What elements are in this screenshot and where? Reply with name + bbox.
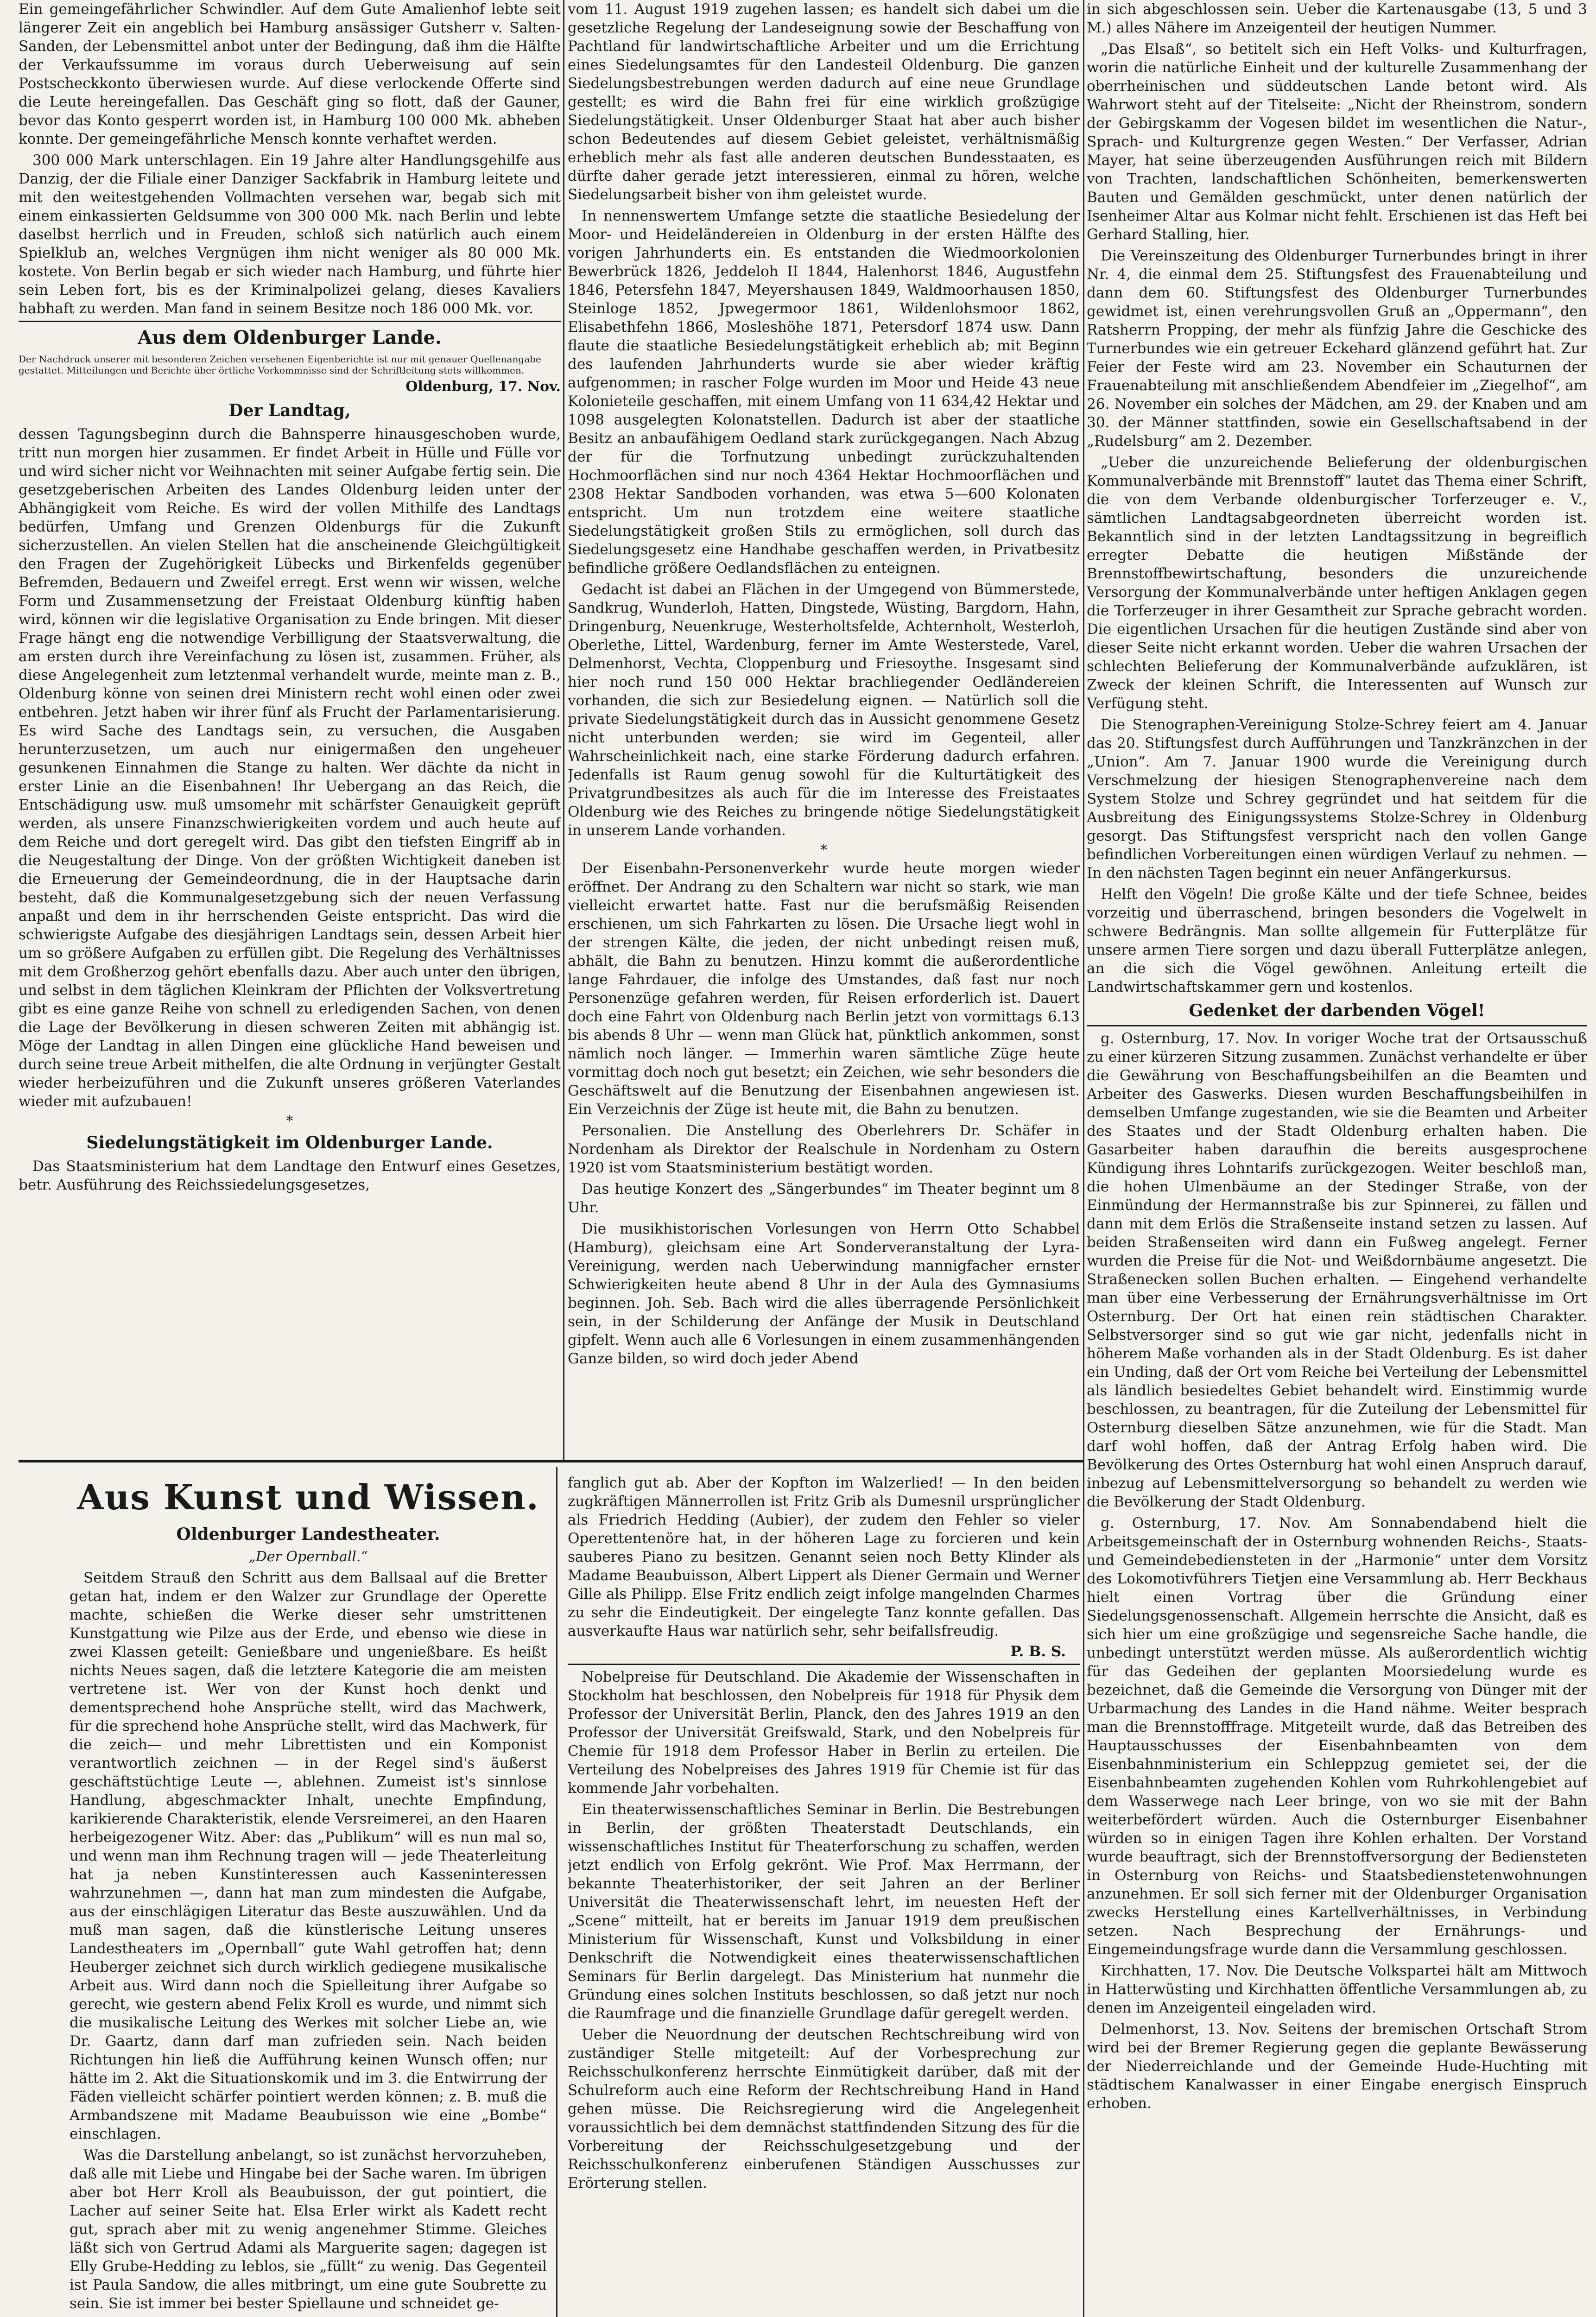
article-rechtschreibung: Ueber die Neuordnung der deutschen Rechtschreibung wird von zuständiger Stelle mitgeteilt: Auf der Vorbesprechung zur Reichsschulkonferenz herrschte Einmütigkeit darüber, daß mit der Schulreform auch eine Reform der Rechtschreibung Hand in Hand gehen müsse. Die Reichsregierung wird die Angelegenheit voraussichtlich bei dem demnächst stattfindenden Sitzung des für die Vorbereitung der Reichsschulgesetzgebung und der Reichsschulkonferenz einberufenen Ständigen Ausschusses zur Erörterung stellen. — [568, 2026, 1080, 2191]
article-osternburg-2: g. Osternburg, 17. Nov. Am Sonnabendabend hielt die Arbeitsgemeinschaft der in Osternburg wohnenden Reichs-, Staats- und Gemeindebediensteten in der „Harmonie“ unter dem Vorsitz des Lokomotivführers Tietjen eine Versammlung ab. Herr Beckhaus hielt einen Vortrag über die Gründung einer Siedelungsgenossenschaft. Allgemein herrschte die Ansicht, daß es sich hier um eine großzügige und segensreiche Sache handle, die unbedingt unterstützt werden müsse. Als außerordentlich wichtig für das Gedeihen der geplanten Moorsiedelung wurde es bezeichnet, daß die Gemeinde die Versorgung von Dünger mit der Urbarmachung des Landes in die Hand nähme. Weiter besprach man die Brennstofffrage. Mitgeteilt wurde, daß das Betreiben des Hauptausschusses der Eisenbahnbeamten von dem Eisenbahnministerium ein Schleppzug gemietet sei, der die Eisenbahnbeamten zugehenden Kohlen vom Ruhrkohlengebiet auf dem Wasserwege nach Leer bringe, von wo sie mit der Bahn weiterbefördert würden. Auch die Osternburger Eisenbahner würden so in einigen Tagen ihre Kohlen erhalten. Der Vorstand wurde beauftragt, sich der Brennstoffversorgung der Bediensteten in Osternburg von Reichs- und Staatsbedienstetenwohnungen anzunehmen. Er soll sich ferner mit der Oldenburger Organisation zwecks Herstellung eines Kartellverhältnisses, in Verbindung setzen. Nach Besprechung der Ernährungs- und Eingemeindungsfrage wurde dann die Versammlung geschlossen. — [1087, 1515, 1587, 1958]
article-vorlesungen: Die musikhistorischen Vorlesungen von Herrn Otto Schabbel (Hamburg), gleichsam eine Art Sonderveranstaltung der Lyra-Vereinigung, werden nach Ueberwindung mannigfacher ernster Schwierigkeiten heute abend 8 Uhr in der Aula des Gymnasiums beginnen. Joh. Seb. Bach wird die alles überragende Persönlichkeit sein, in der Schilderung der Anfänge der Musik in Deutschland gipfelt. Wenn auch alle 6 Vorlesungen in einem zusammenhängenden Ganze bilden, so wird doch jeder Abend — [568, 1221, 1080, 1367]
heading-kunst-wissen: Aus Kunst und Wissen. — [77, 1478, 539, 1518]
separator-star: * — [820, 842, 827, 858]
article-kirchhatten: Kirchhatten, 17. Nov. Die Deutsche Volkspartei hält am Mittwoch in Hatterwüsting und Kirchhatten öffentliche Versammlungen ab, zu denen im Anzeigenteil eingeladen wird. — [1087, 1962, 1587, 2016]
section-title-oldenburger-lande: Aus dem Oldenburger Lande. — [138, 327, 442, 348]
article-stenographen: Die Stenographen-Vereinigung Stolze-Schrey feiert am 4. Januar das 20. Stiftungsfest durch Aufführungen und Tanzkränzchen in der „Union“. Am 7. Januar 1900 wurde die Vereinigung durch Verschmelzung der hiesigen Stenographenvereine nach dem System Stolze und Schrey gegründet und hat seitdem für die Ausbreitung des Einigungssystems Stolze-Schrey in Oldenburg gesorgt. Das Stiftungsfest verspricht nach den vollen Gange befindlichen Vorbereitungen einen würdigen Verlauf zu nehmen. — In den nächsten Tagen beginnt ein neuer Anfängerkursus. — [1087, 716, 1587, 881]
review-opernball-1: Seitdem Strauß den Schritt aus dem Ballsaal auf die Bretter getan hat, indem er den Walzer zur Grundlage der Operette machte, schießen die Werke dieser sehr umstrittenen Kunstgattung wie Pilze aus der Erde, und ebenso wie diese in zwei Klassen geteilt: Genießbare und ungenießbare. Es heißt nichts Neues sagen, daß die letztere Kategorie die am meisten vertretene ist. Wer von der Kunst hoch denkt und dementsprechend hohe Ansprüche stellt, wird das Machwerk, für die sprechend hohe Ansprüche stellt, wird das Machwerk, für die zeich— und mehr Librettisten und ein Komponist verantwortlich zeichnen — in der Regel sind's äußerst geschäftstüchtige Leute —, ablehnen. Zumeist ist's sinnlose Handlung, abgeschmackter Inhalt, unechte Empfindung, karikierende Charakteristik, elende Versreimerei, an den Haaren herbeigezogener Witz. Aber: das „Publikum“ will es nun mal so, und wenn man ihm Rechnung tragen will — jede Theaterleitung hat ja neben Kunstinteressen auch Kasseninteressen wahrzunehmen —, dann hat man zum mindesten die Aufgabe, aus der einschlägigen Literatur das Beste auszuwählen. Und da muß man sagen, daß die künstlerische Leitung unseres Landestheaters im „Opernball“ gute Wahl getroffen hat; denn Heuberger zeichnet sich durch wirklich gediegene musikalische Arbeit aus. Wird dann noch die Spielleitung ihrer Aufgabe so gerecht, wie gestern abend Felix Kroll es wurde, und nimmt sich die musikalische Leitung des Werkes mit solcher Liebe an, wie Dr. Gaartz, dann darf man zufrieden sein. Nach beiden Richtungen hin ließ die Aufführung keinen Wunsch offen; nur hätte im 2. Akt die Situationskomik und im 3. die Entwirrung der Fäden vielleicht schärfer pointiert werden können; z. B. muß die Armbandszene mit Madame Beaubuisson wie eine „Bombe“ einschlagen. — [70, 1570, 547, 2142]
column-rule — [1083, 0, 1084, 2317]
divider — [1087, 1025, 1587, 1026]
review-opernball-2: Was die Darstellung anbelangt, so ist zunächst hervorzuheben, daß alle mit Liebe und Hingabe bei der Sache waren. Im übrigen aber bot Herr Kroll als Beaubuisson, der gut pointiert, die Lacher auf seiner Seite hat. Elsa Erler wirkt als Kadett recht gut, sprach aber mit zu wenig angenehmer Stimme. Gleiches läßt sich von Gertrud Adami als Marguerite sagen; dagegen ist Elly Grube-Hedding zu leblos, sie „füllt“ zu wenig. Das Gegenteil ist Paula Sandow, die alles mitbringt, um eine gute Soubrette zu sein. Sie ist immer bei bester Spiellaune und schneidet ge- — [70, 2147, 547, 2312]
divider — [568, 1664, 1080, 1665]
review-opernball-3: fanglich gut ab. Aber der Kopfton im Walzerlied! — In den beiden zugkräftigen Männerrollen ist Fritz Grib als Dumesnil ursprünglicher als Friedrich Hedding (Aubier), der zudem den Fehler so vieler Operettentenöre hat, in der höheren Lage zu forcieren und kein sauberes Piano zu besitzen. Genannt seien noch Betty Klinder als Madame Beaubuisson, Albert Lippert als Diener Germain und Werner Gille als Philipp. Else Fritz endlich zeigt infolge mangelnden Charmes zu sehr die Eindeutigkeit. Der eingelegte Tanz konnte gefallen. Das ausverkaufte Haus war natürlich sehr, sehr beifallsfreudig. — [568, 1475, 1080, 1640]
article-landtag: dessen Tagungsbeginn durch die Bahnsperre hinausgeschoben wurde, tritt nun morgen hier zusammen. Er findet Arbeit in Hülle und Fülle vor und wird sicher nicht vor Weihnachten mit seiner Aufgabe fertig sein. Die gesetzgeberischen Arbeiten des Landes Oldenburg leiden unter der Abhängigkeit vom Reiche. Es wird der vollen Mithilfe des Landtags bedürfen, Umfang und Grenzen Oldenburgs für die Zukunft sicherzustellen. An vielen Stellen hat die anscheinende Gleichgültigkeit den Fragen der Zugehörigkeit Lübecks und Birkenfelds gegenüber Befremden, Bedauern und Zweifel erregt. Erst wenn wir wissen, welche Form und Zusammensetzung der Freistaat Oldenburg künftig haben wird, können wir die legislative Organisation zu Ende bringen. Mit dieser Frage hängt eng die notwendige Verbilligung der Staatsverwaltung, die am ersten durch ihre Vereinfachung zu lösen ist, zusammen. Früher, als diese Angelegenheit zum letztenmal verhandelt wurde, meinte man z. B., Oldenburg könne von seinen drei Ministern recht wohl einen oder zwei entbehren. Jetzt haben wir ihrer fünf als Frucht der Parlamentarisierung. Es wird Sache des Landtags sein, zu versuchen, die Ausgaben herunterzusetzen, um auch nur einigermaßen den ungeheuer gesunkenen Einnahmen die Stange zu halten. Wer dächte da nicht in erster Linie an die Eisenbahnen! Ihr Uebergang an das Reich, die Entschädigung usw. muß umsomehr mit schärfster Genauigkeit geprüft werden, als unsere Finanzschwierigkeiten vordem und auch heute auf dem Reiche und dort geregelt wird. Das gibt den tiefsten Eingriff ab in die Neugestaltung der Dinge. Von der größten Wichtigkeit daneben ist die Erneuerung der Gemeindeordnung, die in der Hauptsache darin besteht, daß die Kommunalgesetzgebung sich der neuen Verfassung anpaßt und dem in ihr herrschenden Geiste entspricht. Das wird die schwierigste Aufgabe des diesjährigen Landtags sein, dessen Arbeit hier um so größere Aufgaben zu erfüllen gibt. Die Regelung des Verhältnisses mit dem Großherzog gehört ebenfalls dazu. Aber auch unter den übrigen, und selbst in dem täglichen Kleinkram der Pflichten der Volksvertretung gibt es eine ganze Reihe von schnell zu erledigenden Sachen, von denen die Lage der Bevölkerung in diesen schweren Zeiten mit abhängig ist. Möge der Landtag in allen Dingen eine glückliche Hand beweisen und durch seine treue Arbeit mithelfen, die alte Ordnung in verjüngter Gestalt wieder herbeizuführen und die Zukunft unseres größeren Vaterlandes wieder mit aufzubauen! — [19, 426, 561, 1110]
article-siedelung-start: Das Staatsministerium hat dem Landtage den Entwurf eines Gesetzes, betr. Ausführung des Reichssiedelungsgesetzes, — [19, 1158, 561, 1193]
article-brennstoff: „Ueber die unzureichende Belieferung der oldenburgischen Kommunalverbände mit Brennstoff“ lautet das Thema einer Schrift, die von dem Verbande oldenburgischer Torferzeuger e. V., sämtlichen Landtagsabgeordneten überreicht worden ist. Bekanntlich sind in der letzten Landtagssitzung in begreiflich erregter Debatte die heutigen Mißstände der Brennstoffbewirtschaftung, besonders die unzureichende Versorgung der Kommunalverbände unter heftigen Anklagen gegen die Torferzeuger in ihrer Gesamtheit zur Sprache gebracht worden. Die eigentlichen Ursachen für die heutigen Zustände sind aber von dieser Seite nicht erkannt worden. Ueber die wahren Ursachen der schlechten Belieferung der Kommunalverbände aufzuklären, ist Zweck der kleinen Schrift, die Interessenten auf Wunsch zur Verfügung steht. — [1087, 454, 1587, 712]
article-eisenbahn: Der Eisenbahn-Personenverkehr wurde heute morgen wieder eröffnet. Der Andrang zu den Schaltern war nicht so stark, wie man vielleicht erwartet hatte. Fast nur die berufsmäßig Reisenden erschienen, um sich Fahrkarten zu lösen. Die Ursache liegt wohl in der strengen Kälte, die jeden, der nicht unbedingt reisen muß, abhält, die Bahn zu benutzen. Hinzu kommt die außerordentliche lange Fahrdauer, die infolge des Umstandes, daß fast nur noch Personenzüge gefahren werden, für Reisen erforderlich ist. Dauert doch eine Fahrt von Oldenburg nach Berlin jetzt von vormittags 6.13 bis abends 8 Uhr — wenn man Glück hat, pünktlich ankommen, sonst nämlich noch länger. — Immerhin waren sämtliche Züge heute vormittag doch noch gut besetzt; ein Zeichen, wie sehr besonders die Geschäftswelt auf die Benutzung der Eisenbahnen angewiesen ist. Ein Verzeichnis der Züge ist heute mit, die Bahn zu benutzen. — [568, 860, 1080, 1118]
article-osternburg-1: g. Osternburg, 17. Nov. In voriger Woche trat der Ortsausschuß zu einer kürzeren Sitzung zusammen. Zunächst verhandelte er über die Gewährung von Beschaffungsbeihilfen an die Beamten und Arbeiter des Gaswerks. Diesen wurden Beschaffungsbeihilfen in demselben Umfange zugestanden, wie sie die Beamten und Arbeiter des Staates und der Stadt Oldenburg erhalten haben. Die Gasarbeiter haben daraufhin die bereits ausgesprochene Kündigung ihres Lohntarifs zurückgezogen. Weiter beschloß man, die hohen Ulmenbäume an der Stedinger Straße, von der Einmündung der Hermannstraße bis zur Spinnerei, zu fällen und dann mit dem Erlös die Straßenseite instand setzen zu lassen. Auf beiden Straßenseiten wird dann ein Fußweg angelegt. Ferner wurden die Preise für die Not- und Weißdornbäume angesetzt. Die Straßenecken sollen Buchen erhalten. — Eingehend verhandelte man über eine Verbesserung der Ernährungsverhältnisse im Ort Osternburg. Der Ort hat einen rein städtischen Charakter. Selbstversorger sind so gut wie gar nicht, jedenfalls nicht in höherem Maße vorhanden als in der Stadt Oldenburg. Es ist daher ein Unding, daß der Ort vom Reiche bei Verteilung der Lebensmittel als ländlich besiedeltes Gebiet behandelt wird. Einstimmig wurde beschlossen, zu beantragen, für die Zuteilung der Lebensmittel für Osternburg dieselben Sätze anzunehmen, wie für die Stadt. Man darf wohl hoffen, daß der Antrag Erfolg haben wird. Die Bevölkerung des Ortes Osternburg hat wohl einen Anspruch darauf, inbezug auf Lebensmittelversorgung so behandelt zu werden wie die Bevölkerung der Stadt Oldenburg. — [1087, 1030, 1587, 1510]
article-elsass: „Das Elsaß“, so betitelt sich ein Heft Volks- und Kulturfragen, worin die natürliche Einheit und der kulturelle Zusammenhang der oberrheinischen und süddeutschen Lande betont wird. Als Wahrwort steht auf der Titelseite: „Nicht der Rheinstrom, sondern der Gebirgskamm der Vogesen bildet im wesentlichen die Natur-, Sprach- und Kulturgrenze gegen Westen.“ Der Verfasser, Adrian Mayer, hat seine überzeugenden Ausführungen reich mit Bildern von Trachten, landschaftlichen Schönheiten, bemerkenswerten Bauten und Gemälden geschmückt, unter denen natürlich der Isenheimer Altar aus Kolmar nicht fehlt. Erschienen ist das Heft bei Gerhard Stalling, hier. — [1087, 41, 1587, 243]
article-vorlesungen-end: in sich abgeschlossen sein. Ueber die Kartenausgabe (13, 5 und 3 M.) alles Nähere im Anzeigenteil der heutigen Nummer. — [1087, 1, 1587, 36]
section-note: Der Nachdruck unserer mit besonderen Zeichen versehenen Eigenberichte ist nur mit genauer Quellenangabe gestattet. Mitteilungen und Berichte über örtliche Vorkommnisse sind der Schriftleitung stets willkommen. — [19, 354, 541, 376]
section-rule — [19, 1460, 1083, 1462]
article-siedelung-history: In nennenswertem Umfange setzte die staatliche Besiedelung der Moor- und Heideländereien in Oldenburg in der ersten Hälfte des vorigen Jahrhunderts ein. Es entstanden die Wiedmoorkolonien Bewerbrück 1826, Jeddeloh II 1844, Halenhorst 1846, Augustfehn 1846, Petersfehn 1847, Meyershausen 1849, Waldmoorhausen 1850, Steinloge 1852, Jpwegermoor 1861, Wildenlohsmoor 1862, Elisabethfehn 1866, Mosleshöhe 1871, Petersdorf 1874 usw. Dann flaute die staatliche Besiedelungstätigkeit erheblich ab; mit Beginn des laufenden Jahrhunderts wurde sie aber wieder kräftig aufgenommen; in rascher Folge wurden im Moor und Heide 43 neue Kolonieteile geschaffen, mit einem Umfang von 11 634,42 Hektar und 1098 ausgelegten Kolonatstellen. Dadurch ist aber der staatliche Besitz an anbaufähigem Oedland stark zurückgegangen. Nach Abzug der für die Torfnutzung unbedingt zurückzuhaltenden Hochmoorflächen sind nur noch 4364 Hektar Hochmoorflächen und 2308 Hektar Sandboden vorhanden, was etwa 5—600 Kolonaten entspricht. Um nun trotzdem eine weitere staatliche Siedelungstätigkeit großen Stils zu ermöglichen, soll durch das Siedelungsgesetz eine Handhabe geschaffen werden, in Privatbesitz befindliche größere Oedlandsflächen zu enteignen. — [568, 208, 1080, 576]
article-voegel: Helft den Vögeln! Die große Kälte und der tiefe Schnee, beides vorzeitig und überraschend, bringen besonders die Vogelwelt in schwere Bedrängnis. Man sollte allgemein für Futterplätze für unsere armen Tiere sorgen und dazu überall Futterplätze anlegen, an die sich die Vögel gewöhnen. Anleitung erteilt die Landwirtschaftskammer gern und kostenlos. — [1087, 886, 1587, 995]
column-right — [1087, 0, 1587, 2317]
feuilleton-left — [70, 1474, 547, 2317]
column-left — [19, 0, 561, 1455]
article-siedelung-cont: vom 11. August 1919 zugehen lassen; es handelt sich dabei um die gesetzliche Regelung der Landeseignung sowie der Beschaffung von Pachtland für landwirtschaftliche Arbeiter und um die Errichtung eines Siedelungsamtes für den Landesteil Oldenburg. Die ganzen Siedelungsbestrebungen werden dadurch auf eine neue Grundlage gestellt; es wird die Bahn frei für eine wirklich großzügige Siedelungstätigkeit. Unser Oldenburger Staat hat aber auch bisher schon Bedeutendes auf diesem Gebiet geleistet, verhältnismäßig erheblich mehr als fast alle anderen deutschen Bundesstaaten, es dürfte daher gerade jetzt interessieren, einmal zu hören, welche Siedelungsarbeit bisher von ihm geleistet wurde. — [568, 1, 1080, 203]
article-personalien: Personalien. Die Anstellung des Oberlehrers Dr. Schäfer in Nordenham als Direktor der Realschule in Nordenham zu Ostern 1920 ist vom Staatsministerium bestätigt worden. — [568, 1122, 1080, 1176]
article-siedelung-areas: Gedacht ist dabei an Flächen in der Umgegend von Bümmerstede, Sandkrug, Wunderloh, Hatten, Dingstede, Wüsting, Bargdorn, Hahn, Dringenburg, Neuenkruge, Westerholtsfelde, Achternholt, Westerloh, Oberlethe, Littel, Wardenburg, ferner im Amte Westerstede, Varel, Delmenhorst, Vechta, Cloppenburg und Friesoythe. Insgesamt sind hier noch rund 150 000 Hektar brachliegender Oedländereien vorhanden, die sich zur Besiedelung eignen. — Natürlich soll die private Siedelungstätigkeit durch das in Aussicht genommene Gesetz nicht unterbunden werden; sie wird im Gegenteil, aller Wahrscheinlichkeit nach, eine starke Förderung dadurch erfahren. Jedenfalls ist Raum genug sowohl für die Kulturtätigkeit des Privatgrundbesitzes als auch für die im Interesse des Freistaates Oldenburg wie des Reiches zu bringende nötige Siedelungstätigkeit in unserem Lande vorhanden. — [568, 581, 1080, 839]
article-delmenhorst: Delmenhorst, 13. Nov. Seitens der bremischen Ortschaft Strom wird bei der Bremer Regierung gegen die geplante Bewässerung der Niederreichlande und der Gemeinde Hude-Huchting mit städtischem Kanalwasser in einer Eingabe energisch Einspruch erhoben. — [1087, 2021, 1587, 2112]
dateline: Oldenburg, 17. Nov. — [405, 379, 561, 395]
article-theaterseminar: Ein theaterwissenschaftliches Seminar in Berlin. Die Bestrebungen in Berlin, der größten Theaterstadt Deutschlands, ein wissenschaftliches Institut für Theaterforschung zu schaffen, werden jetzt endlich von Erfolg gekrönt. Wie Prof. Max Herrmann, der bekannte Theaterhistoriker, der seit Jahren an der Berliner Universität die Theaterwissenschaft lehrt, im neuesten Heft der „Scene“ mitteilt, hat er bereits im Januar 1919 dem preußischen Ministerium für Wissenschaft, Kunst und Volksbildung in einer Denkschrift die Notwendigkeit eines theaterwissenschaftlichen Seminars für Berlin dargelegt. Das Ministerium hat nunmehr die Gründung eines solchen Instituts beschlossen, so daß jetzt nur noch die Raumfrage und die finanzielle Grundlage dafür geregelt werden. — [568, 1801, 1080, 2022]
subtitle-opernball: „Der Opernball.“ — [248, 1549, 368, 1565]
article-unterschlagen: 300 000 Mark unterschlagen. Ein 19 Jahre alter Handlungsgehilfe aus Danzig, der die Filiale einer Danziger Sackfabrik in Hamburg leitete und mit den weitestgehenden Vollmachten versehen war, begab sich mit einem einkassierten Geldsumme von 300 000 Mk. nach Berlin und lebte daselbst herrlich und in Freuden, schloß sich natürlich auch einem Spielklub an, welches Vergnügen ihm nicht weniger als 80 000 Mk. kostete. Von Berlin begab er sich wieder nach Hamburg, und führte hier sein Leben fort, bis es der Kriminalpolizei gelang, dieses Kavaliers habhaft zu werden. Man fand in seinem Besitze noch 186 000 Mk. vor. — [19, 152, 561, 317]
article-nobelpreise: Nobelpreise für Deutschland. Die Akademie der Wissenschaften in Stockholm hat beschlossen, den Nobelpreis für 1918 für Physik dem Professor der Universität Berlin, Planck, den des Jahres 1919 an den Professor der Universität Greifswald, Stark, und den Nobelpreis für Chemie für 1918 dem Professor Haber in Berlin zu erteilen. Die Verteilung des Nobelpreises des Jahres 1919 für Chemie ist für das kommende Jahr vorbehalten. — [568, 1669, 1080, 1797]
column-rule — [556, 1467, 557, 2317]
column-middle — [568, 0, 1080, 1455]
column-rule — [563, 0, 564, 1460]
divider — [19, 321, 561, 322]
article-konzert: Das heutige Konzert des „Sängerbundes“ im Theater beginnt um 8 Uhr. — [568, 1181, 1080, 1216]
feuilleton-right — [568, 1474, 1080, 2317]
heading-landtag: Der Landtag, — [228, 401, 351, 420]
article-turnerbund: Die Vereinszeitung des Oldenburger Turnerbundes bringt in ihrer Nr. 4, die einmal dem 25. Stiftungsfest des Frauenabteilung und dann dem 60. Stiftungsfest des Oldenburger Turnerbundes gewidmet ist, einen verehrungsvollen Gruß an „Oppermann“, den Ratsherrn Propping, der mehr als fünfzig Jahre die Geschicke des Turnerbundes wie ein getreuer Eckehard glänzend geführt hat. Zur Feier der Feste wird am 23. November ein Schauturnen der Frauenabteilung mit anschließendem Abendfeier im „Ziegelhof“, am 26. November ein solches der Mädchen, am 29. der Knaben und am 30. der Männer stattfinden, sowie ein Gesellschaftsabend in der „Rudelsburg“ am 2. Dezember. — [1087, 247, 1587, 449]
heading-siedelung: Siedelungstätigkeit im Oldenburger Lande. — [86, 1133, 493, 1152]
article-schwindler: Ein gemeingefährlicher Schwindler. Auf dem Gute Amalienhof lebte seit längerer Zeit ein angeblich bei Hamburg ansässiger Gutsherr v. Salten-Sanden, der Lebensmittel anbot unter der Bedingung, daß ihm die Hälfte der Verkaufssumme im voraus durch Ueberweisung auf sein Postscheckkonto überwiesen wurde. Auf diese verlockende Offerte sind die Leute hereingefallen. Das Geschäft ging so flott, daß der Gauner, bevor das Konto gesperrt worden ist, in Hamburg 100 000 Mk. abheben konnte. Der gemeingefährliche Mensch konnte verhaftet werden. — [19, 1, 561, 147]
heading-voegel: Gedenket der darbenden Vögel! — [1189, 1001, 1485, 1020]
heading-landestheater: Oldenburger Landestheater. — [176, 1525, 440, 1544]
author-signature: P. B. S. — [1010, 1643, 1066, 1660]
separator-star: * — [286, 1113, 293, 1129]
